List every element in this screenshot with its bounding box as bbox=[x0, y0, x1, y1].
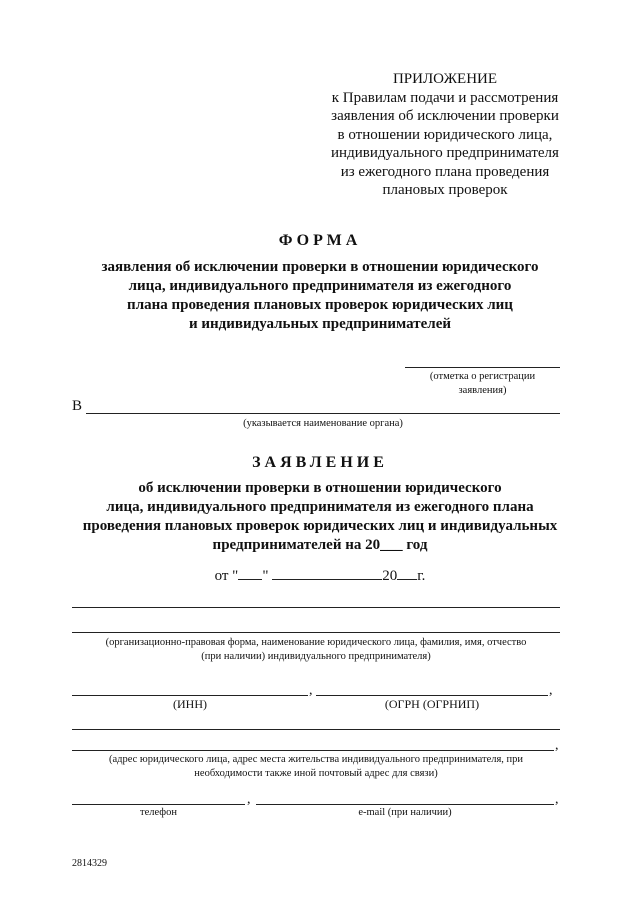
org-caption-line: (организационно-правовая форма, наименование юридического лица, фамилия, имя, отчество bbox=[105, 637, 527, 648]
phone-comma: , bbox=[247, 792, 251, 807]
appendix-block bbox=[300, 70, 590, 200]
date-day-field[interactable] bbox=[238, 565, 262, 580]
address-line-1[interactable] bbox=[72, 729, 560, 730]
address-line-2[interactable] bbox=[72, 750, 554, 751]
address-caption-line: (адрес юридического лица, адрес места жительства индивидуального предпринимателя, при bbox=[108, 754, 524, 765]
registration-note-line: (отметка о регистрации bbox=[429, 371, 536, 382]
appendix-line: в отношении юридического лица, bbox=[337, 126, 553, 143]
date-row bbox=[0, 565, 640, 585]
appendix-title: ПРИЛОЖЕНИЕ bbox=[392, 71, 498, 87]
document-number: 2814329 bbox=[72, 858, 107, 869]
inn-label: (ИНН) bbox=[173, 697, 207, 711]
email-comma: , bbox=[555, 792, 559, 807]
statement-subtitle-line: лица, индивидуального предпринимателя из ежегодного плана bbox=[106, 499, 534, 515]
registration-note bbox=[405, 370, 560, 398]
form-title: ФОРМА bbox=[278, 232, 362, 249]
form-subtitle-line: лица, индивидуального предпринимателя из ежегодного bbox=[128, 278, 512, 294]
phone-line[interactable] bbox=[72, 804, 245, 805]
date-from-label: от " bbox=[214, 568, 239, 584]
statement-subtitle-line: предпринимателей на 20___ год bbox=[212, 537, 428, 553]
statement-subtitle-line: об исключении проверки в отношении юридического bbox=[138, 480, 502, 496]
org-name-line-1[interactable] bbox=[72, 607, 560, 608]
ogrn-label: (ОГРН (ОГРНИП) bbox=[384, 697, 480, 711]
email-label: e-mail (при наличии) bbox=[358, 807, 452, 818]
organ-name-line[interactable] bbox=[86, 413, 560, 414]
registration-line[interactable] bbox=[405, 367, 560, 368]
email-line[interactable] bbox=[256, 804, 554, 805]
appendix-line: к Правилам подачи и рассмотрения bbox=[331, 89, 559, 106]
org-caption bbox=[72, 636, 560, 664]
form-subtitle-line: заявления об исключении проверки в отношении юридического bbox=[101, 259, 539, 275]
date-suffix: г. bbox=[417, 568, 426, 584]
date-year-field[interactable] bbox=[397, 565, 417, 580]
registration-note-line: заявления) bbox=[458, 385, 507, 396]
form-subtitle-line: и индивидуальных предпринимателей bbox=[188, 316, 452, 332]
to-prefix: В bbox=[72, 398, 83, 414]
appendix-line: плановых проверок bbox=[382, 182, 508, 198]
form-subtitle-line: плана проведения плановых проверок юридических лиц bbox=[127, 297, 513, 313]
ogrn-comma: , bbox=[549, 683, 553, 698]
form-subtitle bbox=[80, 258, 560, 334]
address-caption-line: необходимости также иной почтовый адрес для связи) bbox=[194, 768, 438, 779]
appendix-line: из ежегодного плана проведения bbox=[340, 163, 550, 180]
org-caption-line: (при наличии) индивидуального предпринимателя) bbox=[201, 651, 431, 662]
appendix-line: индивидуального предпринимателя bbox=[331, 145, 559, 161]
statement-subtitle-line: проведения плановых проверок юридических лиц и индивидуальных bbox=[82, 518, 558, 534]
statement-title: ЗАЯВЛЕНИЕ bbox=[252, 454, 388, 471]
date-month-field[interactable] bbox=[272, 565, 382, 580]
inn-comma: , bbox=[309, 683, 313, 698]
address-caption bbox=[72, 753, 560, 781]
statement-subtitle bbox=[80, 479, 560, 555]
address-comma: , bbox=[555, 738, 559, 753]
phone-label: телефон bbox=[140, 807, 177, 818]
appendix-line: заявления об исключении проверки bbox=[331, 108, 559, 124]
organ-caption: (указывается наименование органа) bbox=[243, 418, 403, 429]
org-name-line-2[interactable] bbox=[72, 632, 560, 633]
date-year-prefix: 20 bbox=[382, 568, 398, 584]
ogrn-line[interactable] bbox=[316, 695, 548, 696]
date-quote-close: " bbox=[262, 568, 269, 584]
inn-line[interactable] bbox=[72, 695, 308, 696]
